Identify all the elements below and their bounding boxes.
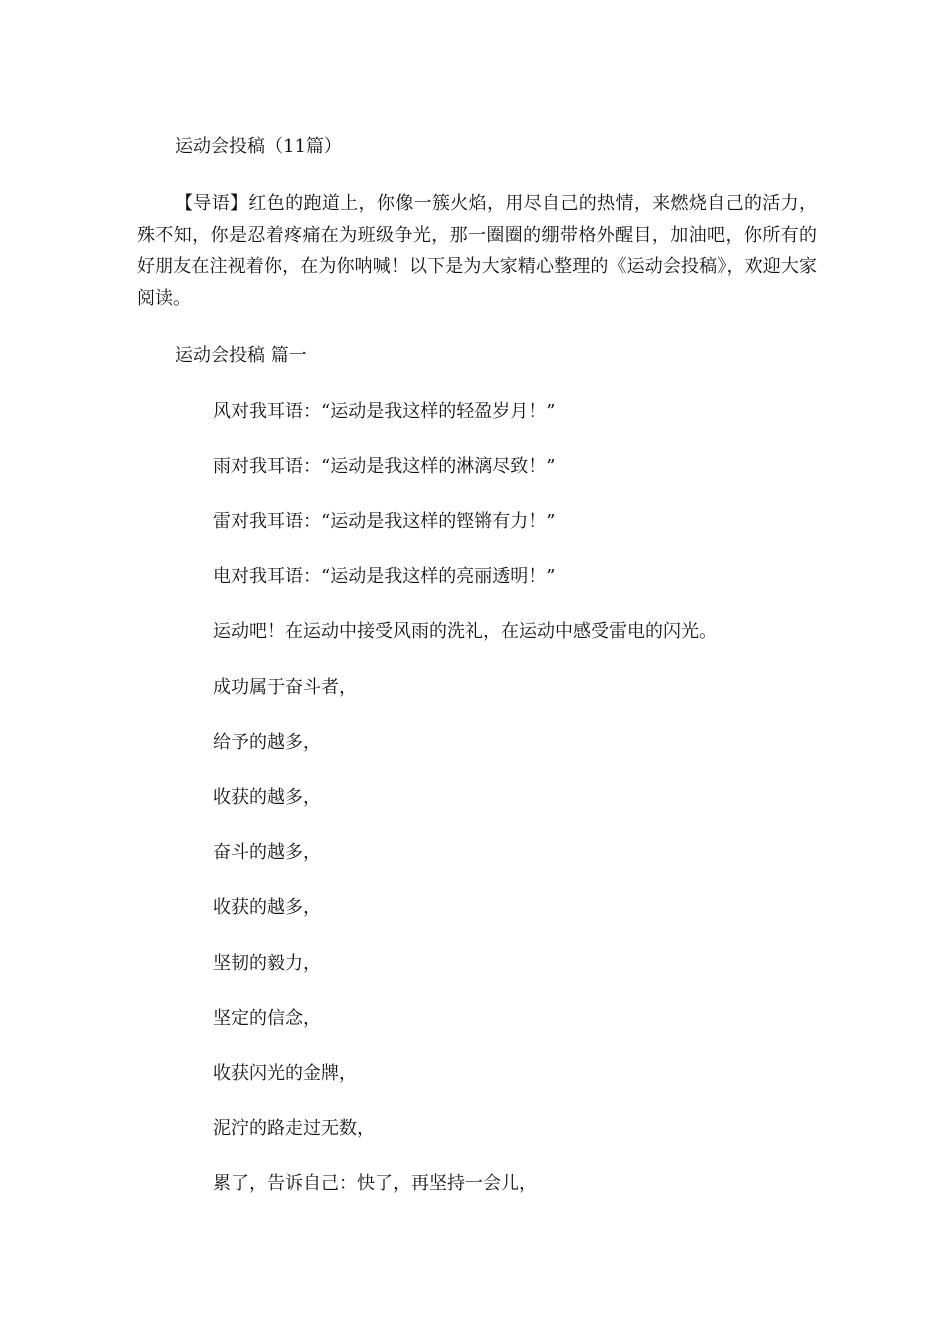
- poem-line: 收获的越多，: [213, 787, 321, 808]
- document-title: 运动会投稿（11篇）: [175, 136, 342, 157]
- poem-line: 坚韧的毅力，: [213, 953, 321, 974]
- poem-line: 雨对我耳语：“运动是我这样的淋漓尽致！”: [213, 456, 556, 477]
- poem-line: 给予的越多，: [213, 732, 321, 753]
- poem-line: 雷对我耳语：“运动是我这样的铿锵有力！”: [213, 511, 556, 532]
- poem-line: 泥泞的路走过无数，: [213, 1118, 375, 1139]
- section-heading: 运动会投稿 篇一: [175, 345, 307, 366]
- poem-line: 收获闪光的金牌，: [213, 1063, 357, 1084]
- intro-paragraph: 【导语】红色的跑道上，你像一簇火焰，用尽自己的热情，来燃烧自己的活力，殊不知，你是忍着疼痛在为班级争光，那一圈圈的绷带格外醒目，加油吧，你所有的好朋友在注视着你，在为你呐喊！以下是为大家精心整理的《运动会投稿》，欢迎大家阅读。: [137, 193, 817, 309]
- poem-line: 收获的越多，: [213, 897, 321, 918]
- poem-line: 成功属于奋斗者，: [213, 677, 357, 698]
- poem-line: 运动吧！在运动中接受风雨的洗礼，在运动中感受雷电的闪光。: [213, 621, 717, 642]
- poem-line: 坚定的信念，: [213, 1008, 321, 1029]
- poem-line: 累了，告诉自己：快了，再坚持一会儿，: [213, 1173, 537, 1194]
- poem-line: 电对我耳语：“运动是我这样的亮丽透明！”: [213, 566, 556, 587]
- poem-line: 风对我耳语：“运动是我这样的轻盈岁月！”: [213, 401, 556, 422]
- poem-line: 奋斗的越多，: [213, 842, 321, 863]
